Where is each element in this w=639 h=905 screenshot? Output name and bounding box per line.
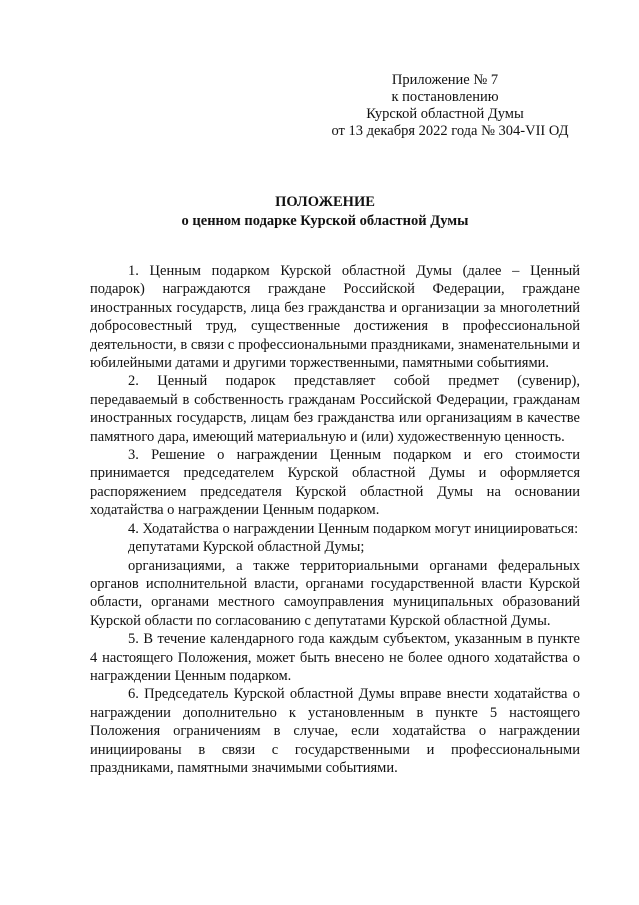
- document-title-block: [60, 193, 590, 231]
- paragraph-4: 4. Ходатайства о награждении Ценным подарком могут инициироваться:: [128, 520, 579, 537]
- appendix-number: Приложение № 7: [391, 72, 499, 88]
- paragraph-4-item-1: депутатами Курской областной Думы;: [128, 539, 365, 556]
- document-body: [90, 262, 580, 777]
- document-title: ПОЛОЖЕНИЕ: [275, 194, 375, 210]
- paragraph-1: 1. Ценным подарком Курской областной Думы (далее – Ценный подарок) награждаются граждане Российской Федерации, граждане иностранных государств, лица без гражданства и организации за многолетний добросовестный труд, существенные достижения в профессиональной деятельности, в связи с профессиональными праздниками, знаменательными и юбилейными датами и другими торжественными, памятными событиями.: [90, 263, 580, 372]
- paragraph-3: 3. Решение о награждении Ценным подарком и его стоимости принимается председателем Курской областной Думы и оформляется распоряжением председателя Курской областной Думы на основании ходатайства о награждении Ценным подарком.: [90, 447, 580, 519]
- appendix-date: от 13 декабря 2022 года № 304-VII ОД: [331, 123, 569, 139]
- paragraph-4-item-2: организациями, а также территориальными органами федеральных органов исполнительной власти, органами государственной власти Курской области, органами местного самоуправления муниципальных образований Курской области по согласованию с депутатами Курской областной Думы.: [90, 557, 580, 629]
- paragraph-6: 6. Председатель Курской областной Думы вправе внести ходатайства о награждении дополнительно к установленным в пункте 5 настоящего Положения ограничениям в случае, если ходатайства о награждении инициированы в связи с государственными и профессиональными праздниками, памятными значимыми событиями.: [90, 686, 580, 776]
- appendix-authority: Курской областной Думы: [366, 106, 524, 122]
- appendix-header: [300, 72, 590, 140]
- appendix-reference: к постановлению: [391, 89, 499, 105]
- paragraph-5: 5. В течение календарного года каждым субъектом, указанным в пункте 4 настоящего Положения, может быть внесено не более одного ходатайства о награждении Ценным подарком.: [90, 631, 580, 684]
- document-subtitle: о ценном подарке Курской областной Думы: [181, 213, 469, 229]
- paragraph-2: 2. Ценный подарок представляет собой предмет (сувенир), передаваемый в собственность гражданам Российской Федерации, гражданам иностранных государств, лицам без гражданства или организациям в качестве памятного дара, имеющий материальную и (или) художественную ценность.: [90, 373, 580, 445]
